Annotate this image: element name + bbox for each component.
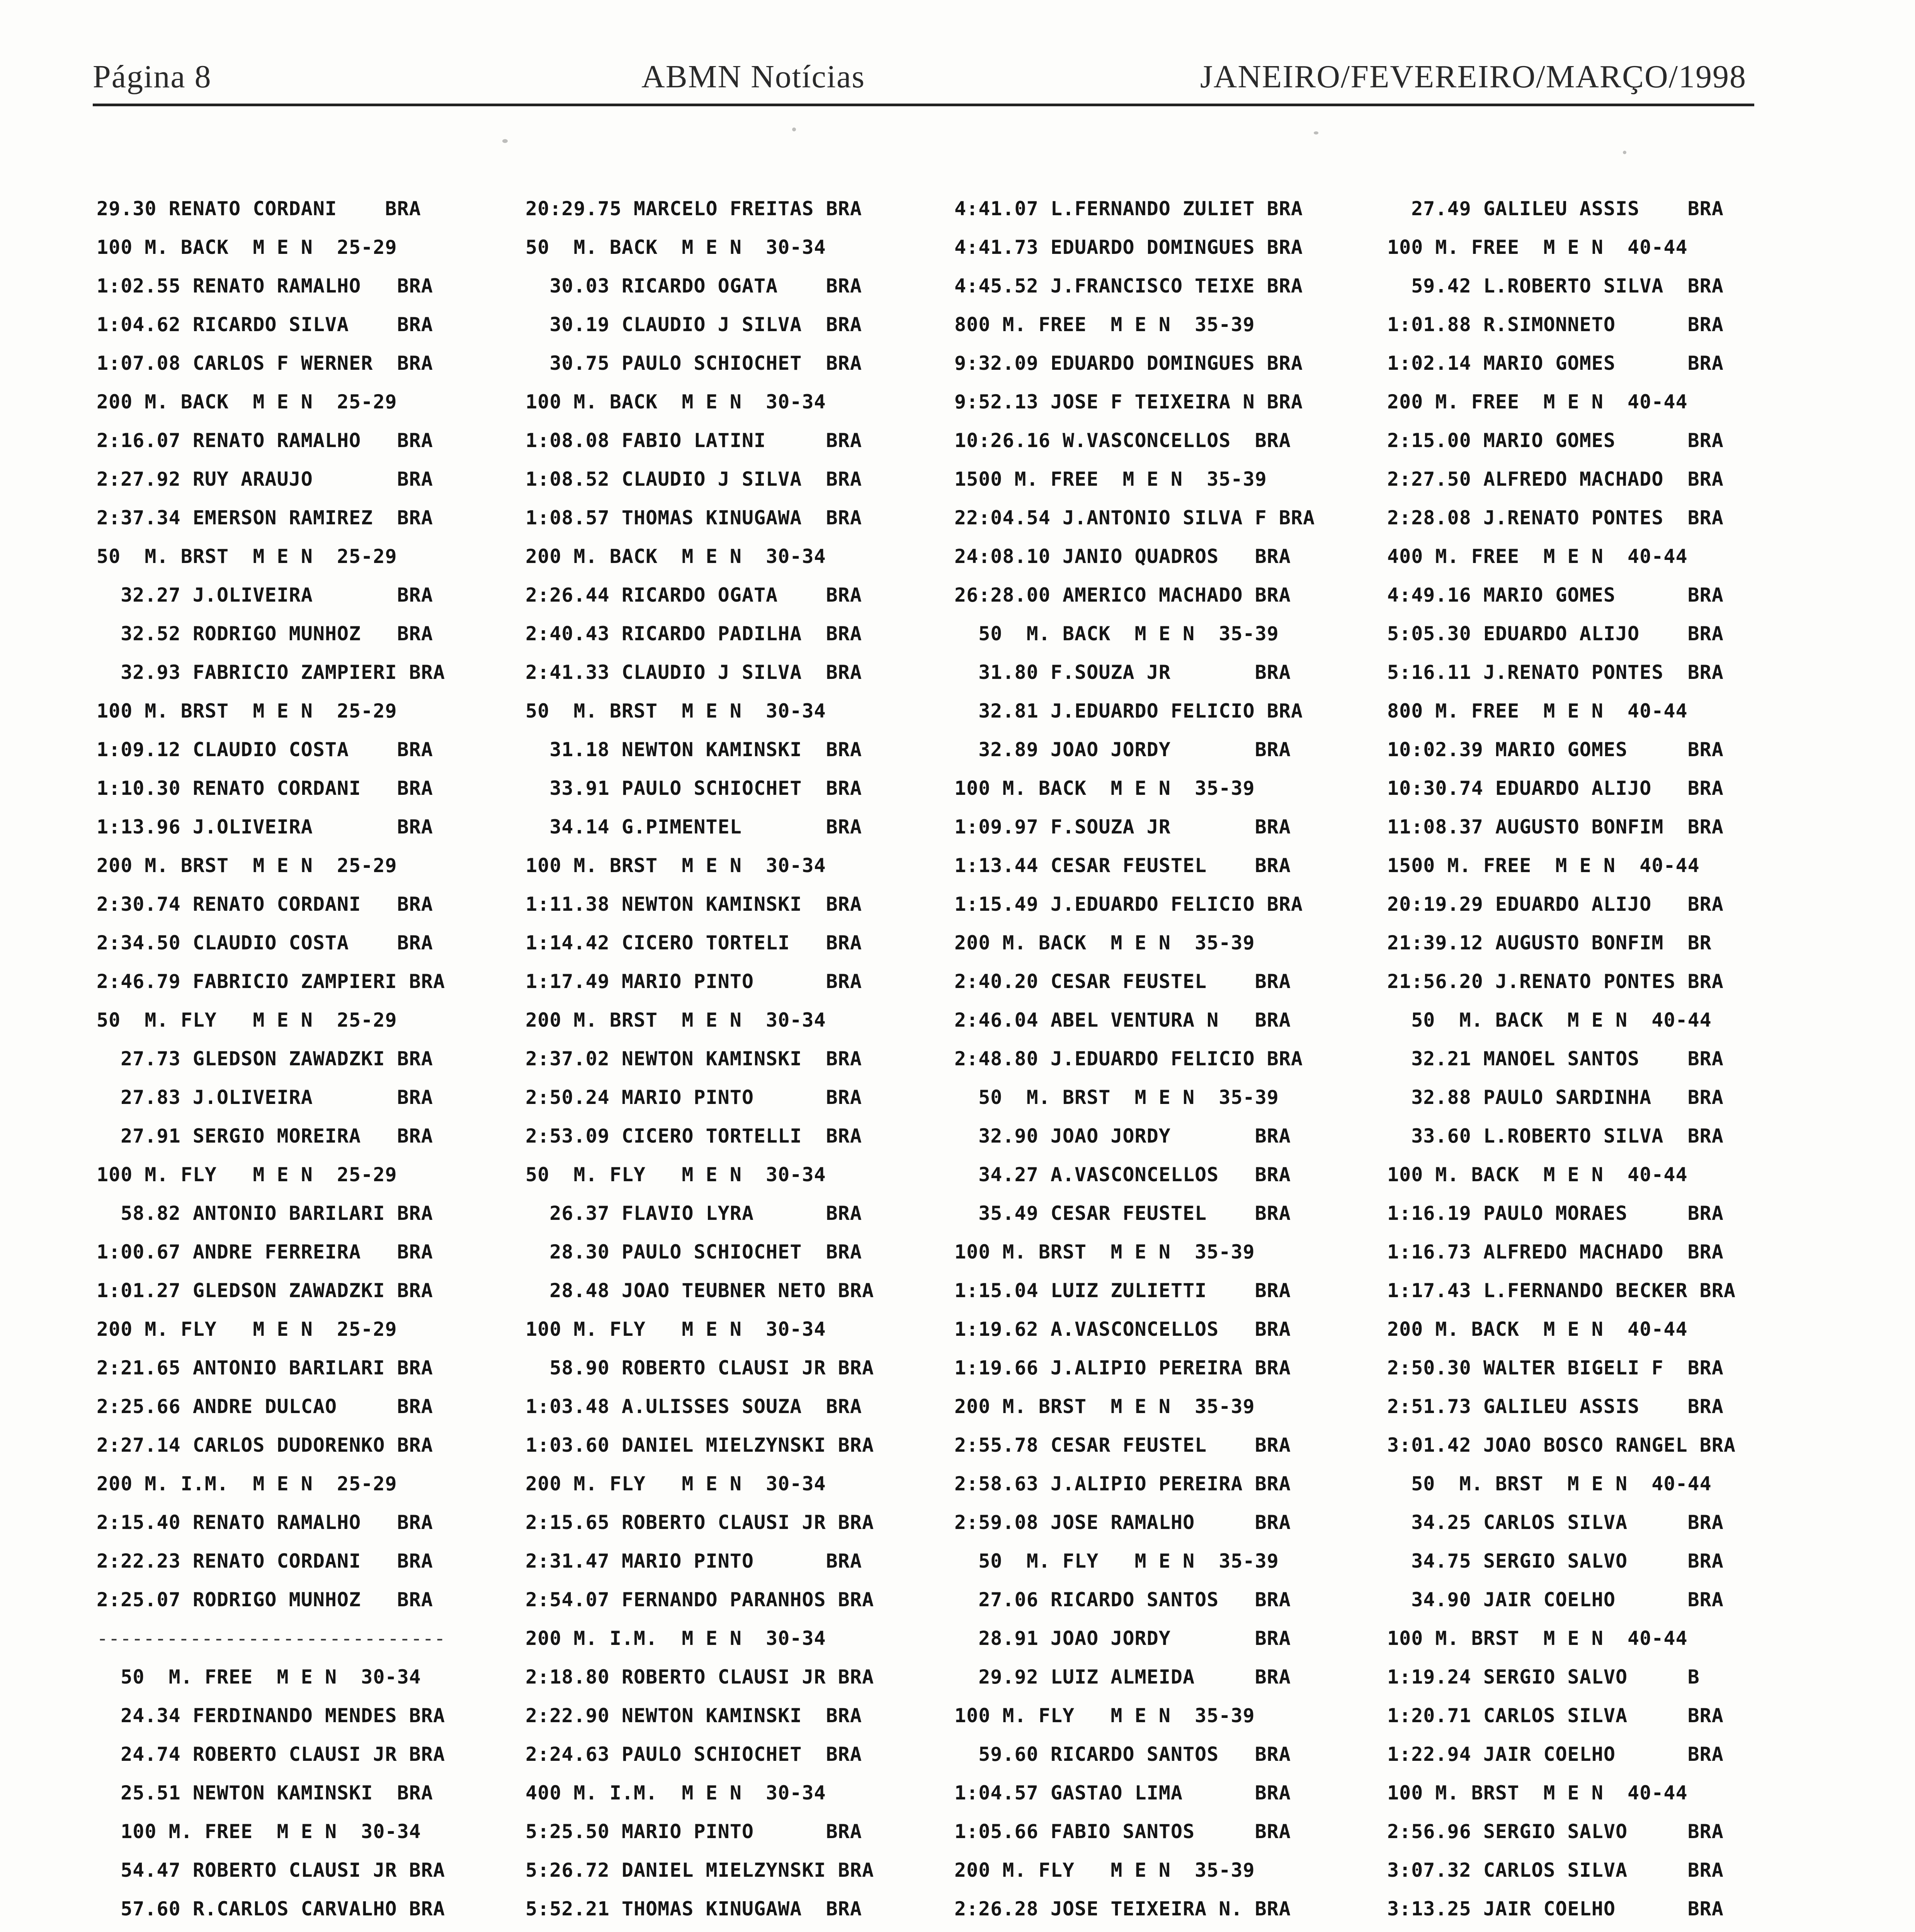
event-heading: 50 M. BACK M E N 30-34 bbox=[526, 236, 826, 259]
results-column-3 bbox=[954, 189, 1315, 1932]
result-row: 2:46.04 ABEL VENTURA N BRA bbox=[954, 1009, 1291, 1031]
result-row: 1:08.57 THOMAS KINUGAWA BRA bbox=[526, 507, 862, 529]
result-row: 10:26.16 W.VASCONCELLOS BRA bbox=[954, 429, 1291, 452]
result-row: 34.90 JAIR COELHO BRA bbox=[1387, 1588, 1724, 1611]
result-row: 27.06 RICARDO SANTOS BRA bbox=[954, 1588, 1291, 1611]
event-heading: 50 M. BRST M E N 25-29 bbox=[97, 545, 397, 568]
event-heading: 100 M. BACK M E N 35-39 bbox=[954, 777, 1255, 799]
result-row: 29.30 RENATO CORDANI BRA bbox=[97, 197, 421, 220]
result-row: 34.75 SERGIO SALVO BRA bbox=[1387, 1550, 1724, 1572]
result-row: 1:03.60 DANIEL MIELZYNSKI BRA bbox=[526, 1434, 874, 1456]
result-row: 27.73 GLEDSON ZAWADZKI BRA bbox=[97, 1048, 433, 1070]
result-row: 1:05.66 FABIO SANTOS BRA bbox=[954, 1820, 1291, 1843]
result-row: 2:22.90 NEWTON KAMINSKI BRA bbox=[526, 1704, 862, 1727]
event-heading: 200 M. BACK M E N 40-44 bbox=[1387, 1318, 1688, 1340]
result-row: 26:28.00 AMERICO MACHADO BRA bbox=[954, 584, 1291, 606]
result-row: 27.49 GALILEU ASSIS BRA bbox=[1387, 197, 1724, 220]
result-row: 1:22.94 JAIR COELHO BRA bbox=[1387, 1743, 1724, 1765]
result-row: 2:50.30 WALTER BIGELI F BRA bbox=[1387, 1357, 1724, 1379]
result-row: 4:41.07 L.FERNANDO ZULIET BRA bbox=[954, 197, 1303, 220]
result-row: 32.52 RODRIGO MUNHOZ BRA bbox=[97, 622, 433, 645]
event-heading: 200 M. FLY M E N 30-34 bbox=[526, 1473, 826, 1495]
result-row: 1:02.55 RENATO RAMALHO BRA bbox=[97, 275, 433, 297]
scan-speck bbox=[1314, 131, 1318, 134]
result-row: 4:49.16 MARIO GOMES BRA bbox=[1387, 584, 1724, 606]
result-row: 2:21.65 ANTONIO BARILARI BRA bbox=[97, 1357, 433, 1379]
result-row: 2:25.07 RODRIGO MUNHOZ BRA bbox=[97, 1588, 433, 1611]
result-row: 2:18.80 ROBERTO CLAUSI JR BRA bbox=[526, 1666, 874, 1688]
event-heading: 100 M. BRST M E N 40-44 bbox=[1387, 1782, 1688, 1804]
event-heading: 200 M. BRST M E N 35-39 bbox=[954, 1395, 1255, 1418]
event-heading: 100 M. FLY M E N 35-39 bbox=[954, 1704, 1255, 1727]
result-row: 2:15.40 RENATO RAMALHO BRA bbox=[97, 1511, 433, 1534]
result-row: 21:56.20 J.RENATO PONTES BRA bbox=[1387, 970, 1724, 993]
result-row: 21:39.12 AUGUSTO BONFIM BR bbox=[1387, 932, 1712, 954]
result-row: 2:27.14 CARLOS DUDORENKO BRA bbox=[97, 1434, 433, 1456]
scan-speck bbox=[1623, 151, 1626, 154]
result-row: 2:40.20 CESAR FEUSTEL BRA bbox=[954, 970, 1291, 993]
event-heading: 50 M. FLY M E N 35-39 bbox=[954, 1550, 1279, 1572]
result-row: 2:30.74 RENATO CORDANI BRA bbox=[97, 893, 433, 915]
result-row: 10:30.74 EDUARDO ALIJO BRA bbox=[1387, 777, 1724, 799]
event-heading: 50 M. BACK M E N 40-44 bbox=[1387, 1009, 1712, 1031]
result-row: 3:13.25 JAIR COELHO BRA bbox=[1387, 1898, 1724, 1920]
result-row: 32.90 JOAO JORDY BRA bbox=[954, 1125, 1291, 1147]
result-row bbox=[97, 1928, 446, 1932]
result-row: 31.18 NEWTON KAMINSKI BRA bbox=[526, 738, 862, 761]
event-heading: 200 M. BRST M E N 25-29 bbox=[97, 854, 397, 877]
event-heading: 50 M. FREE M E N 30-34 bbox=[97, 1666, 421, 1688]
page-number: Página 8 bbox=[93, 59, 212, 95]
result-row: 2:15.65 ROBERTO CLAUSI JR BRA bbox=[526, 1511, 874, 1534]
result-row: 33.60 L.ROBERTO SILVA BRA bbox=[1387, 1125, 1724, 1147]
result-row: 24:08.10 JANIO QUADROS BRA bbox=[954, 545, 1291, 568]
result-row: 2:41.33 CLAUDIO J SILVA BRA bbox=[526, 661, 862, 684]
result-row: 54.47 ROBERTO CLAUSI JR BRA bbox=[97, 1859, 445, 1881]
result-row: 2:26.28 JOSE TEIXEIRA N. BRA bbox=[954, 1898, 1291, 1920]
event-heading: 100 M. FLY M E N 25-29 bbox=[97, 1163, 397, 1186]
publication-title: ABMN Notícias bbox=[641, 59, 865, 95]
result-row: 31.80 F.SOUZA JR BRA bbox=[954, 661, 1291, 684]
result-row: 2:54.07 FERNANDO PARANHOS BRA bbox=[526, 1588, 874, 1611]
result-row: 1:00.67 ANDRE FERREIRA BRA bbox=[97, 1241, 433, 1263]
result-row: 4:45.52 J.FRANCISCO TEIXE BRA bbox=[954, 275, 1303, 297]
event-heading: 100 M. FLY M E N 30-34 bbox=[526, 1318, 826, 1340]
result-row: 22:04.54 J.ANTONIO SILVA F BRA bbox=[954, 507, 1315, 529]
result-row: 1:17.43 L.FERNANDO BECKER BRA bbox=[1387, 1279, 1736, 1302]
event-heading: 200 M. FLY M E N 25-29 bbox=[97, 1318, 397, 1340]
event-heading: 400 M. I.M. M E N 30-34 bbox=[526, 1782, 826, 1804]
result-row: 3:07.32 CARLOS SILVA BRA bbox=[1387, 1859, 1724, 1881]
event-heading: 50 M. BACK M E N 35-39 bbox=[954, 622, 1279, 645]
results-column-2 bbox=[526, 189, 874, 1932]
event-heading: 200 M. FLY M E N 35-39 bbox=[954, 1859, 1255, 1881]
event-heading: 200 M. I.M. M E N 25-29 bbox=[97, 1473, 397, 1495]
result-row: 2:50.24 MARIO PINTO BRA bbox=[526, 1086, 862, 1109]
event-heading: 100 M. BACK M E N 25-29 bbox=[97, 236, 397, 259]
result-row: 1:01.27 GLEDSON ZAWADZKI BRA bbox=[97, 1279, 433, 1302]
result-row bbox=[954, 1928, 1315, 1932]
result-row: 2:46.79 FABRICIO ZAMPIERI BRA bbox=[97, 970, 445, 993]
result-row: 1:04.62 RICARDO SILVA BRA bbox=[97, 313, 433, 336]
result-row: 1:08.52 CLAUDIO J SILVA BRA bbox=[526, 468, 862, 490]
scan-speck bbox=[502, 139, 508, 143]
event-heading: 400 M. FREE M E N 40-44 bbox=[1387, 545, 1688, 568]
result-row: 57.60 R.CARLOS CARVALHO BRA bbox=[97, 1898, 445, 1920]
event-heading: 1500 M. FREE M E N 35-39 bbox=[954, 468, 1267, 490]
result-row: 24.74 ROBERTO CLAUSI JR BRA bbox=[97, 1743, 445, 1765]
result-row: 58.90 ROBERTO CLAUSI JR BRA bbox=[526, 1357, 874, 1379]
result-row: 1:04.57 GASTAO LIMA BRA bbox=[954, 1782, 1291, 1804]
event-heading: 800 M. FREE M E N 40-44 bbox=[1387, 700, 1688, 722]
result-row: 4:41.73 EDUARDO DOMINGUES BRA bbox=[954, 236, 1303, 259]
result-row: 25.51 NEWTON KAMINSKI BRA bbox=[97, 1782, 433, 1804]
result-row: 5:26.72 DANIEL MIELZYNSKI BRA bbox=[526, 1859, 874, 1881]
result-row: 58.82 ANTONIO BARILARI BRA bbox=[97, 1202, 433, 1225]
event-heading: 200 M. BACK M E N 35-39 bbox=[954, 932, 1255, 954]
result-row: 2:24.63 PAULO SCHIOCHET BRA bbox=[526, 1743, 862, 1765]
result-row: 1:15.49 J.EDUARDO FELICIO BRA bbox=[954, 893, 1303, 915]
result-row: 35.49 CESAR FEUSTEL BRA bbox=[954, 1202, 1291, 1225]
section-separator: ------------------------------ bbox=[97, 1627, 446, 1650]
event-heading: 800 M. FREE M E N 35-39 bbox=[954, 313, 1255, 336]
result-row: 5:05.30 EDUARDO ALIJO BRA bbox=[1387, 622, 1724, 645]
result-row: 9:32.09 EDUARDO DOMINGUES BRA bbox=[954, 352, 1303, 374]
results-column-4 bbox=[1387, 189, 1736, 1932]
event-heading: 100 M. BRST M E N 35-39 bbox=[954, 1241, 1255, 1263]
result-row: 1:11.38 NEWTON KAMINSKI BRA bbox=[526, 893, 862, 915]
result-row: 1:15.04 LUIZ ZULIETTI BRA bbox=[954, 1279, 1291, 1302]
event-heading: 100 M. BACK M E N 30-34 bbox=[526, 391, 826, 413]
result-row: 34.27 A.VASCONCELLOS BRA bbox=[954, 1163, 1291, 1186]
event-heading: 50 M. FLY M E N 25-29 bbox=[97, 1009, 397, 1031]
result-row: 29.92 LUIZ ALMEIDA BRA bbox=[954, 1666, 1291, 1688]
result-row: 59.42 L.ROBERTO SILVA BRA bbox=[1387, 275, 1724, 297]
result-row: 1:20.71 CARLOS SILVA BRA bbox=[1387, 1704, 1724, 1727]
result-row: 30.19 CLAUDIO J SILVA BRA bbox=[526, 313, 862, 336]
event-heading: 100 M. BRST M E N 30-34 bbox=[526, 854, 826, 877]
result-row: 2:53.09 CICERO TORTELLI BRA bbox=[526, 1125, 862, 1147]
result-row: 59.60 RICARDO SANTOS BRA bbox=[954, 1743, 1291, 1765]
result-row: 32.88 PAULO SARDINHA BRA bbox=[1387, 1086, 1724, 1109]
result-row: 28.48 JOAO TEUBNER NETO BRA bbox=[526, 1279, 874, 1302]
result-row: 1:09.12 CLAUDIO COSTA BRA bbox=[97, 738, 433, 761]
result-row: 28.30 PAULO SCHIOCHET BRA bbox=[526, 1241, 862, 1263]
event-heading: 100 M. BRST M E N 40-44 bbox=[1387, 1627, 1688, 1650]
result-row: 32.93 FABRICIO ZAMPIERI BRA bbox=[97, 661, 445, 684]
result-row: 32.89 JOAO JORDY BRA bbox=[954, 738, 1291, 761]
result-row: 5:52.21 THOMAS KINUGAWA BRA bbox=[526, 1898, 862, 1920]
result-row: 1:08.08 FABIO LATINI BRA bbox=[526, 429, 862, 452]
result-row: 26.37 FLAVIO LYRA BRA bbox=[526, 1202, 862, 1225]
result-row: 2:51.73 GALILEU ASSIS BRA bbox=[1387, 1395, 1724, 1418]
result-row: 28.91 JOAO JORDY BRA bbox=[954, 1627, 1291, 1650]
result-row: 2:27.50 ALFREDO MACHADO BRA bbox=[1387, 468, 1724, 490]
result-row: 24.34 FERDINANDO MENDES BRA bbox=[97, 1704, 445, 1727]
result-row: 5:25.50 MARIO PINTO BRA bbox=[526, 1820, 862, 1843]
result-row: 2:15.00 MARIO GOMES BRA bbox=[1387, 429, 1724, 452]
result-row: 2:48.80 J.EDUARDO FELICIO BRA bbox=[954, 1048, 1303, 1070]
result-row: 2:31.47 MARIO PINTO BRA bbox=[526, 1550, 862, 1572]
result-row: 27.91 SERGIO MOREIRA BRA bbox=[97, 1125, 433, 1147]
event-heading: 50 M. BRST M E N 35-39 bbox=[954, 1086, 1279, 1109]
result-row: 1:14.42 CICERO TORTELI BRA bbox=[526, 932, 862, 954]
result-row: 1:16.73 ALFREDO MACHADO BRA bbox=[1387, 1241, 1724, 1263]
result-row: 32.27 J.OLIVEIRA BRA bbox=[97, 584, 433, 606]
event-heading: 100 M. BRST M E N 25-29 bbox=[97, 700, 397, 722]
result-row: 1:09.97 F.SOUZA JR BRA bbox=[954, 816, 1291, 838]
result-row: 27.83 J.OLIVEIRA BRA bbox=[97, 1086, 433, 1109]
result-row: 1:02.14 MARIO GOMES BRA bbox=[1387, 352, 1724, 374]
result-row: 34.25 CARLOS SILVA BRA bbox=[1387, 1511, 1724, 1534]
result-row: 32.81 J.EDUARDO FELICIO BRA bbox=[954, 700, 1303, 722]
result-row: 1:19.24 SERGIO SALVO B bbox=[1387, 1666, 1700, 1688]
event-heading: 1500 M. FREE M E N 40-44 bbox=[1387, 854, 1700, 877]
result-row: 2:37.02 NEWTON KAMINSKI BRA bbox=[526, 1048, 862, 1070]
event-heading: 200 M. BRST M E N 30-34 bbox=[526, 1009, 826, 1031]
result-row: 1:19.62 A.VASCONCELLOS BRA bbox=[954, 1318, 1291, 1340]
event-heading bbox=[1387, 1928, 1736, 1932]
result-row: 2:26.44 RICARDO OGATA BRA bbox=[526, 584, 862, 606]
result-row: 20:29.75 MARCELO FREITAS BRA bbox=[526, 197, 862, 220]
result-row: 1:10.30 RENATO CORDANI BRA bbox=[97, 777, 433, 799]
result-row: 11:08.37 AUGUSTO BONFIM BRA bbox=[1387, 816, 1724, 838]
result-row: 1:13.44 CESAR FEUSTEL BRA bbox=[954, 854, 1291, 877]
result-row: 9:52.13 JOSE F TEIXEIRA N BRA bbox=[954, 391, 1303, 413]
issue-date: JANEIRO/FEVEREIRO/MARÇO/1998 bbox=[1200, 59, 1747, 95]
event-heading: 50 M. BRST M E N 40-44 bbox=[1387, 1473, 1712, 1495]
result-row: 30.03 RICARDO OGATA BRA bbox=[526, 275, 862, 297]
header-rule bbox=[93, 104, 1754, 106]
result-row: 2:22.23 RENATO CORDANI BRA bbox=[97, 1550, 433, 1572]
result-row: 20:19.29 EDUARDO ALIJO BRA bbox=[1387, 893, 1724, 915]
scan-speck bbox=[792, 128, 796, 131]
page-header bbox=[93, 58, 1747, 100]
result-row: 2:58.63 J.ALIPIO PEREIRA BRA bbox=[954, 1473, 1291, 1495]
event-heading: 100 M. FREE M E N 30-34 bbox=[97, 1820, 421, 1843]
result-row: 2:27.92 RUY ARAUJO BRA bbox=[97, 468, 433, 490]
result-row: 2:34.50 CLAUDIO COSTA BRA bbox=[97, 932, 433, 954]
result-row: 1:13.96 J.OLIVEIRA BRA bbox=[97, 816, 433, 838]
result-row: 5:16.11 J.RENATO PONTES BRA bbox=[1387, 661, 1724, 684]
result-row: 2:28.08 J.RENATO PONTES BRA bbox=[1387, 507, 1724, 529]
results-column-1 bbox=[97, 189, 446, 1932]
result-row: 2:40.43 RICARDO PADILHA BRA bbox=[526, 622, 862, 645]
event-heading: 100 M. FREE M E N 40-44 bbox=[1387, 236, 1688, 259]
result-row: 10:02.39 MARIO GOMES BRA bbox=[1387, 738, 1724, 761]
result-row: 1:19.66 J.ALIPIO PEREIRA BRA bbox=[954, 1357, 1291, 1379]
result-row: 1:07.08 CARLOS F WERNER BRA bbox=[97, 352, 433, 374]
event-heading: 50 M. FLY M E N 30-34 bbox=[526, 1163, 826, 1186]
result-row: 1:17.49 MARIO PINTO BRA bbox=[526, 970, 862, 993]
result-row: 2:37.34 EMERSON RAMIREZ BRA bbox=[97, 507, 433, 529]
result-row: 1:16.19 PAULO MORAES BRA bbox=[1387, 1202, 1724, 1225]
result-row: 34.14 G.PIMENTEL BRA bbox=[526, 816, 862, 838]
event-heading: 50 M. BRST M E N 30-34 bbox=[526, 700, 826, 722]
event-heading: 200 M. BACK M E N 30-34 bbox=[526, 545, 826, 568]
result-row: 3:01.42 JOAO BOSCO RANGEL BRA bbox=[1387, 1434, 1736, 1456]
result-row: 2:56.96 SERGIO SALVO BRA bbox=[1387, 1820, 1724, 1843]
result-row: 1:03.48 A.ULISSES SOUZA BRA bbox=[526, 1395, 862, 1418]
result-row: 1:01.88 R.SIMONNETO BRA bbox=[1387, 313, 1724, 336]
section-separator bbox=[526, 1928, 874, 1932]
result-row: 2:59.08 JOSE RAMALHO BRA bbox=[954, 1511, 1291, 1534]
result-row: 2:16.07 RENATO RAMALHO BRA bbox=[97, 429, 433, 452]
event-heading: 100 M. BACK M E N 40-44 bbox=[1387, 1163, 1688, 1186]
event-heading: 200 M. FREE M E N 40-44 bbox=[1387, 391, 1688, 413]
result-row: 2:25.66 ANDRE DULCAO BRA bbox=[97, 1395, 433, 1418]
result-row: 32.21 MANOEL SANTOS BRA bbox=[1387, 1048, 1724, 1070]
event-heading: 200 M. BACK M E N 25-29 bbox=[97, 391, 397, 413]
result-row: 33.91 PAULO SCHIOCHET BRA bbox=[526, 777, 862, 799]
event-heading: 200 M. I.M. M E N 30-34 bbox=[526, 1627, 826, 1650]
result-row: 30.75 PAULO SCHIOCHET BRA bbox=[526, 352, 862, 374]
result-row: 2:55.78 CESAR FEUSTEL BRA bbox=[954, 1434, 1291, 1456]
